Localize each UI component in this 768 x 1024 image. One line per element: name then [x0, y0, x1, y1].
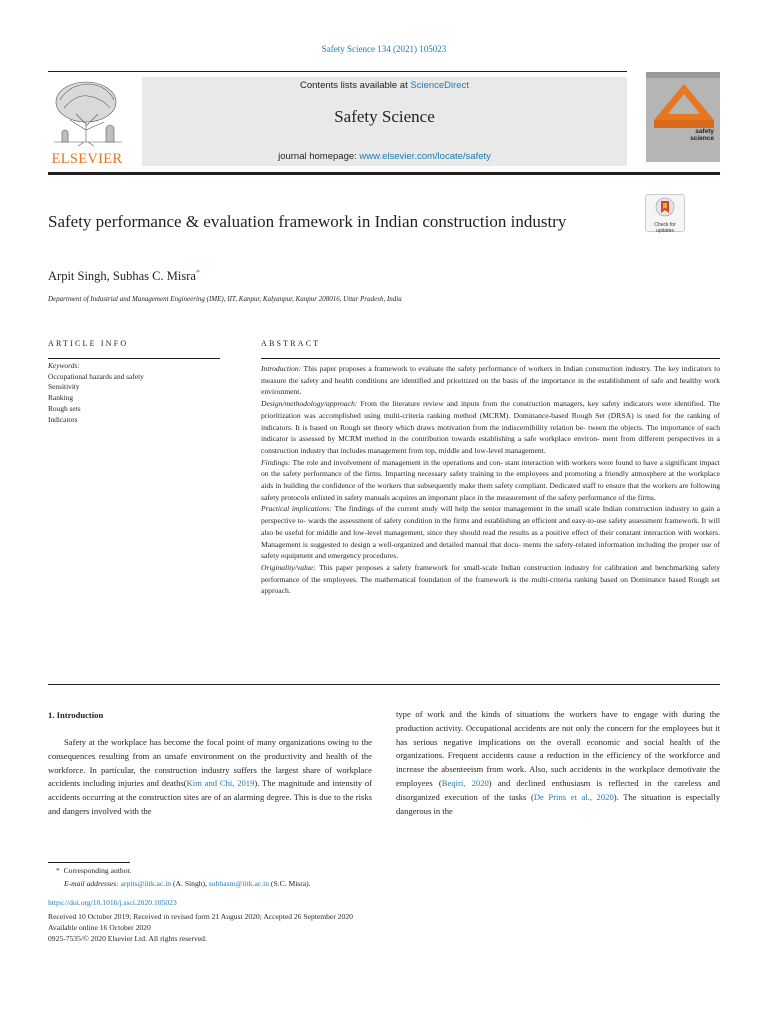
corresponding-author-mark[interactable]: *	[195, 268, 200, 277]
email-link[interactable]: subhasm@iitk.ac.in	[208, 879, 270, 888]
citation-link[interactable]: Beqiri, 2020	[441, 777, 489, 788]
header-thick-rule	[48, 172, 720, 175]
elsevier-logo[interactable]	[48, 78, 126, 168]
email-link[interactable]: arpits@iitk.ac.in	[120, 879, 172, 888]
footnote-rule	[48, 862, 130, 863]
intro-right-column: type of work and the kinds of situations the workers have to engage with during the production activity. Occupational accidents are not only the concern for the employees but it has serious negative implications on the overall economic and social health of the organizations. Frequent accidents cause a reduction in the efficiency of the workforce and increase the absenteeism from work. Also, such accidents in the workplace demotivate the employees (Beqiri, 2020) and declined enthusiasm is reflected in the careless and disorganized execution of the tasks (De Prins et al., 2020). The situation is especially dangerous in the	[396, 709, 721, 816]
abstract-bottom-rule	[48, 684, 720, 685]
cover-graphic-icon	[646, 72, 720, 162]
abstract-rule	[261, 358, 720, 359]
keyword-item: Indicators	[48, 414, 78, 424]
received-dates: Received 10 October 2019; Received in revised form 21 August 2020; Accepted 26 September 2020	[48, 912, 353, 921]
abstract-paragraph: Practical implications: The findings of the current study will help the senior management in the small scale Indian construction industry to gain a perspective to- wards the assessment of safety condition in the firms and establishing an efficient and easy-to-use safety assessment framework. It will also be useful for middle and low-level management, since they should read the results as a positive effect of their constant interaction with workers. Management is suggested to design a well-organized and detailed manual that docu- ments the safety-related information including the proper use of safety equipment and emergency procedures.	[261, 504, 721, 561]
cover-label-safety: safety	[695, 128, 714, 135]
author-affiliation: Department of Industrial and Management Engineering (IME), IIT, Kanpur, Kalyanpur, Kanpur 208016, Uttar Pradesh, India	[48, 295, 402, 303]
cover-label-science: science	[690, 135, 714, 142]
keywords-label: Keywords:	[48, 361, 80, 370]
elsevier-tree-icon	[48, 78, 126, 148]
abstract-body	[261, 363, 720, 597]
journal-banner	[142, 77, 627, 166]
email-addresses: E-mail addresses: arpits@iitk.ac.in (A. Singh), subhasm@iitk.ac.in (S.C. Misra).	[64, 879, 311, 888]
citation-link[interactable]: Kim and Chi, 2019	[186, 778, 255, 789]
abstract-paragraph: Introduction: This paper proposes a framework to evaluate the safety performance of workers in Indian construction industry. The key indicators to measure the safety and health conditions are identified and prioritized on the basis of the importance in the establishment of safe and healthy work environment.	[261, 364, 720, 397]
article-title: Safety performance & evaluation framework in Indian construction industry	[48, 212, 567, 231]
copyright-line: 0925-7535/© 2020 Elsevier Ltd. All rights reserved.	[48, 934, 207, 943]
journal-homepage-link[interactable]: www.elsevier.com/locate/safety	[359, 151, 491, 162]
journal-title: Safety Science	[334, 107, 435, 126]
abstract-label: ABSTRACT	[261, 339, 321, 348]
keyword-item: Occupational hazards and safety	[48, 371, 144, 381]
journal-citation[interactable]: Safety Science 134 (2021) 105023	[321, 44, 447, 54]
corresponding-author-note: * Corresponding author.	[56, 866, 132, 875]
badge-line-1: Check for	[654, 222, 676, 228]
author-list: Arpit Singh, Subhas C. Misra*	[48, 268, 200, 284]
abstract-paragraph: Design/methodology/approach: From the literature review and inputs from the construction managers, key safety indicators were identified. The prioritization was accomplished using multi-criteria ranking method (MCRM). Dominance-based Rough Set (DRSA) is used for the ranking of indicators. It is based on Rough set theory which draws motivation from the indiscernibility relation be- tween the objects. The importance of each indicator is assessed by MCRM method in the contribution towards establishing a safe workplace environ- ment from different perspectives in a construction industry that includes management from top, middle and low-level management.	[261, 399, 720, 455]
article-info-label: ARTICLE INFO	[48, 339, 129, 348]
keyword-item: Ranking	[48, 393, 74, 403]
journal-homepage: journal homepage: www.elsevier.com/locate/safety	[278, 151, 491, 162]
intro-left-column: Safety at the workplace has become the focal point of many organizations owing to the consequences resulting from an unsafe environment on the productivity and health of the workforce. In particular, the construction industry suffers the largest share of workplace accidents including injuries and deaths(Kim and Chi, 2019). The magnitude and intensity of accidents occurring at the construction sites are of an alarming degree. This is due to the risks and dangers involved with the	[48, 737, 373, 816]
contents-availability: Contents lists available at ScienceDirect	[300, 80, 469, 91]
section-heading-introduction: 1. Introduction	[48, 710, 104, 720]
abstract-paragraph: Findings: The role and involvement of management in the operations and con- stant interaction with workers were found to have a significant impact on the safety performance of the firms. Imparting necessary safety training to the employees and promoting a friendly atmosphere at the workplace aids in building the confidence of the workers that subsequently make them safety compliant. Dedicated staff to ensure that the workers are following safety protocols enlisted in safety manuals acquires an important place in the measurement of the safety performance of the firms.	[261, 457, 720, 502]
online-date: Available online 16 October 2020	[48, 923, 151, 932]
check-for-updates-badge[interactable]	[645, 194, 685, 232]
keyword-item: Rough sets	[48, 403, 81, 413]
citation-link[interactable]: De Prins et al., 2020	[533, 791, 614, 802]
keywords-list	[48, 361, 144, 425]
publisher-name: ELSEVIER	[51, 151, 123, 167]
bookmark-icon	[655, 197, 675, 217]
journal-cover-image[interactable]	[646, 72, 720, 162]
keyword-item: Sensitivity	[48, 382, 80, 392]
sciencedirect-link[interactable]: ScienceDirect	[410, 80, 469, 91]
article-info-rule	[48, 358, 220, 359]
header-rule	[48, 71, 627, 72]
abstract-paragraph: Originality/value: This paper proposes a safety framework for small-scale Indian construction industry for calibration and benchmarking safety performance of the employees. The mathematical foundation of the framework is the multi-criteria ranking based on Dominance based Rough set approach.	[261, 562, 720, 596]
badge-line-2: updates	[656, 227, 674, 234]
doi-link[interactable]: https://doi.org/10.1016/j.ssci.2020.105023	[48, 898, 177, 907]
